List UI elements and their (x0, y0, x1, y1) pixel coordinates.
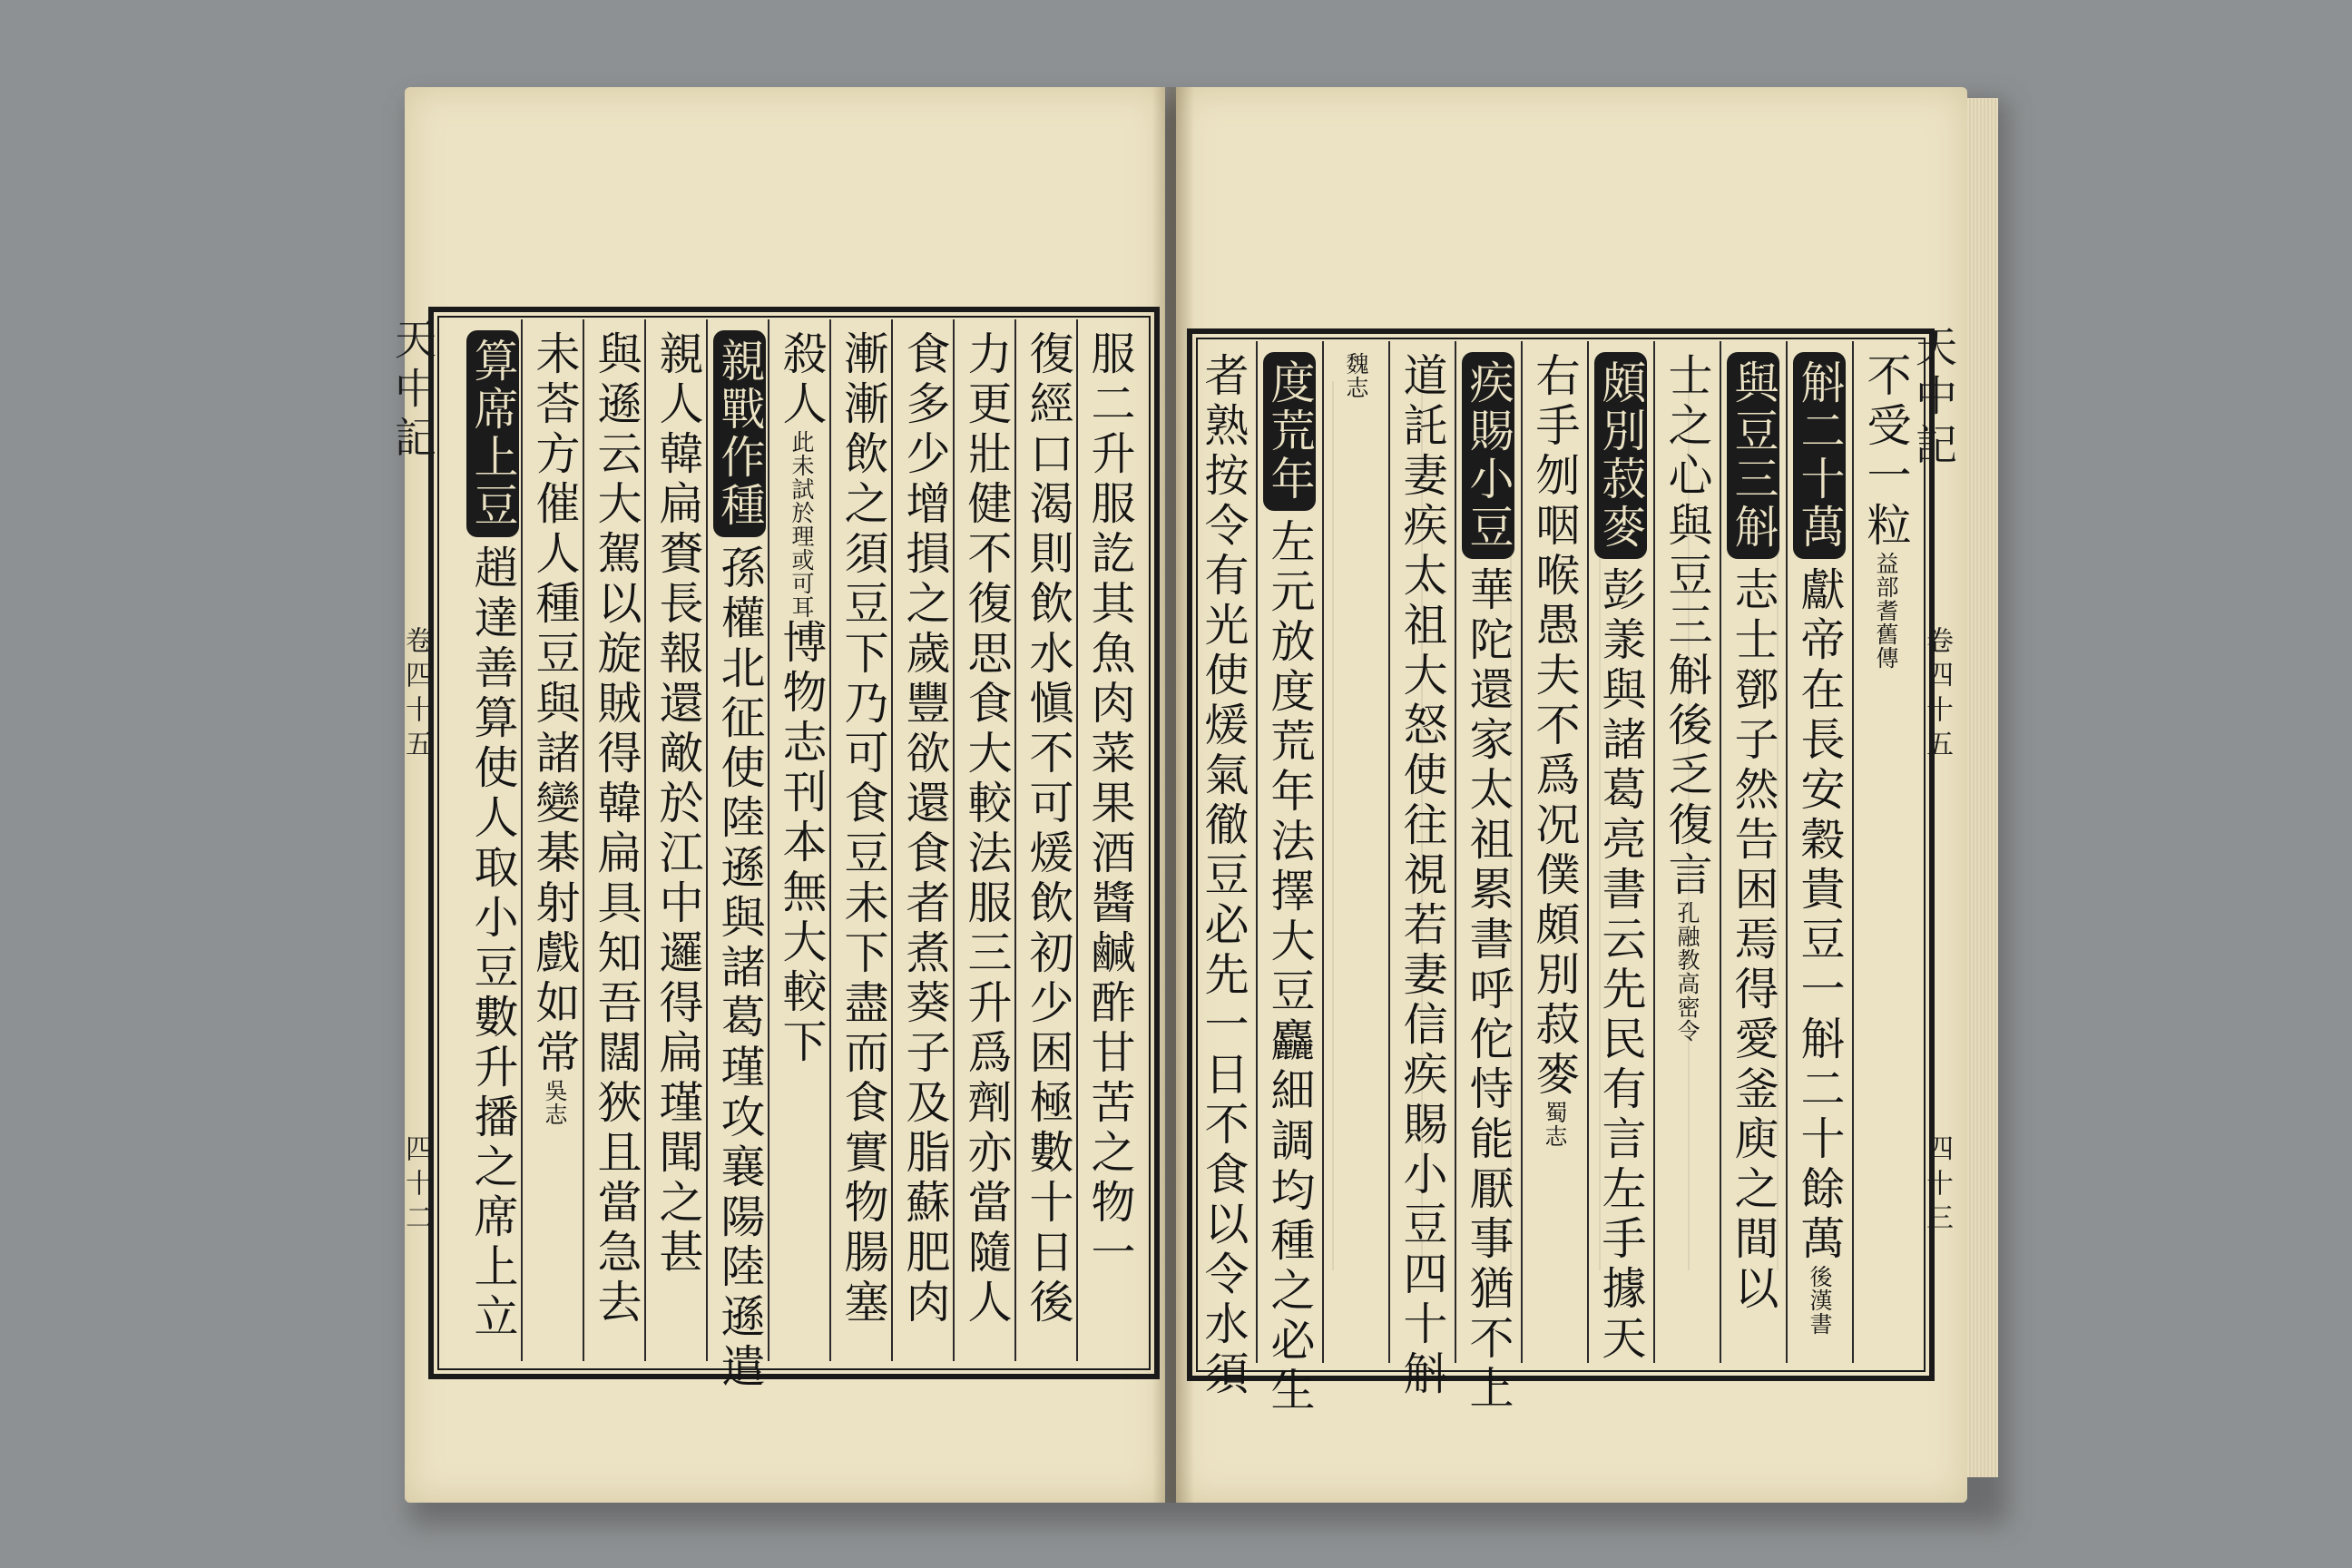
text-column (898, 330, 951, 1328)
annotation-note: 後漢書 (1807, 1265, 1833, 1336)
column-text: 趙達善算使人取小豆數升播之席上立 (467, 544, 519, 1343)
text-column (466, 330, 519, 1343)
column-rule (706, 319, 708, 1361)
text-column (713, 330, 766, 1393)
text-column (1263, 352, 1316, 1416)
text-column (1462, 352, 1514, 1415)
annotation-note: 吳志 (542, 1079, 568, 1126)
column-rule (1256, 341, 1258, 1363)
left-margin-folio: 四十二 (400, 1134, 432, 1238)
column-rule (1786, 341, 1788, 1363)
column-rule (1388, 341, 1390, 1363)
column-text: 右手刎咽喉愚夫不爲况僕頗別菽麥 (1529, 352, 1581, 1101)
left-margin-title: 天中記 (388, 318, 437, 465)
text-column (1859, 352, 1912, 670)
annotation-note: 孔融教高密令 (1674, 901, 1700, 1043)
right-margin-folio: 四十三 (1921, 1134, 1953, 1238)
left-margin-volume: 卷四十五 (400, 626, 432, 764)
text-column (1793, 352, 1846, 1336)
text-column (652, 330, 704, 1279)
column-text: 復經口渴則飲水愼不可煖飲初少困極數十日後 (1023, 330, 1074, 1328)
text-column (1329, 352, 1382, 399)
entry-heading-plaque: 斛二十萬 (1793, 352, 1846, 559)
column-text: 親人韓扁賚長報還敵於江中邏得扁瑾聞之甚 (652, 330, 704, 1279)
column-rule (1587, 341, 1589, 1363)
column-rule (768, 319, 769, 1361)
text-column (1197, 352, 1250, 1400)
text-column (528, 330, 581, 1126)
column-rule (1455, 341, 1456, 1363)
column-rule (1521, 341, 1523, 1363)
column-rule (644, 319, 646, 1361)
text-column (1594, 352, 1647, 1365)
annotation-note: 蜀志 (1542, 1101, 1568, 1148)
column-text: 未荅方催人種豆與諸變棊射戲如常 (529, 330, 581, 1079)
text-column (1022, 330, 1074, 1328)
column-text: 力更壯健不復思食大較法服三升爲劑亦當隨人 (961, 330, 1013, 1328)
column-rule (1653, 341, 1655, 1363)
column-text: 食多少增損之歲豐欲還食者煮葵子及脂蘇肥肉 (899, 330, 951, 1328)
text-column (1083, 330, 1136, 1279)
text-column (1661, 352, 1713, 1043)
entry-heading-plaque: 疾賜小豆 (1462, 352, 1514, 559)
column-rule (1852, 341, 1854, 1363)
column-text: 華陀還家太祖累書呼佗恃能厭事猶不上 (1463, 566, 1514, 1415)
annotation-note: 此未試於理或可耳 (789, 430, 815, 619)
book-fore-edge (1967, 98, 1998, 1477)
column-text: 士之心與豆三斛後乏復言 (1661, 352, 1713, 901)
column-text: 孫權北征使陸遜與諸葛瑾攻襄陽陸遜遣 (714, 544, 766, 1393)
annotation-note: 益部耆舊傳 (1873, 552, 1899, 670)
text-column (960, 330, 1013, 1328)
text-column (837, 330, 889, 1328)
entry-heading-plaque: 算席上豆 (466, 330, 519, 537)
column-text: 彭羕與諸葛亮書云先民有言左手據天 (1595, 566, 1647, 1365)
column-rule (521, 319, 523, 1361)
column-text: 與遜云大駕以旋賊得韓扁具知吾闊狹且當急去 (591, 330, 642, 1328)
annotation-note: 魏志 (1343, 352, 1369, 399)
column-text: 不受一粒 (1860, 352, 1912, 552)
column-text: 漸漸飲之須豆下乃可食豆未下盡而食實物腸塞 (838, 330, 889, 1328)
column-rule (1322, 341, 1324, 1363)
column-rule (1014, 319, 1016, 1361)
entry-heading-plaque: 與豆三斛 (1727, 352, 1779, 559)
text-column (1528, 352, 1581, 1148)
column-rule (829, 319, 831, 1361)
column-rule (953, 319, 955, 1361)
entry-heading-plaque: 度荒年 (1263, 352, 1316, 511)
text-column (1727, 352, 1779, 1315)
text-column (590, 330, 642, 1328)
column-text: 志士鄧子然告困焉得愛釜庾之間以 (1728, 566, 1779, 1315)
column-text-continued: 博物志刊本無大較下 (776, 619, 828, 1068)
column-rule (1076, 319, 1078, 1361)
right-margin-title: 天中記 (1909, 325, 1958, 472)
right-margin-volume: 卷四十五 (1921, 626, 1953, 764)
entry-heading-plaque: 頗別菽麥 (1594, 352, 1647, 559)
entry-heading-plaque: 親戰作種 (713, 330, 766, 537)
column-text: 者熟按令有光使煖氣徹豆必先一日不食以令水須 (1198, 352, 1250, 1400)
text-column (1396, 352, 1448, 1400)
column-text: 服二升服訖其魚肉菜果酒醬鹹酢甘苦之物一 (1084, 330, 1136, 1279)
column-text: 道託妻疾太祖大怒使往視若妻信疾賜小豆四十斛 (1396, 352, 1448, 1400)
column-text: 殺人 (776, 330, 828, 430)
column-text: 獻帝在長安穀貴豆一斛二十餘萬 (1794, 566, 1846, 1265)
column-rule (583, 319, 584, 1361)
column-text: 左元放度荒年法擇大豆麤細調均種之必生 (1264, 518, 1316, 1416)
text-column (775, 330, 828, 1068)
column-rule (1720, 341, 1721, 1363)
column-rule (891, 319, 893, 1361)
